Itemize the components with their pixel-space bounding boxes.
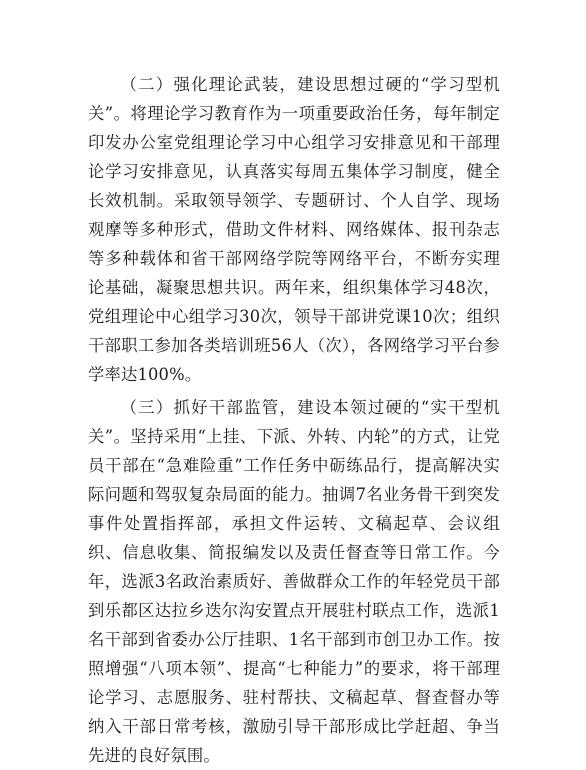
paragraph-theory-study: （二）强化理论武装，建设思想过硬的“学习型机关”。将理论学习教育作为一项重要政治任务，每年制定印发办公室党组理论学习中心组学习安排意见和干部理论学习安排意见，认真落实每周五集体学习制度，健全长效机制。采取领导领学、专题研讨、个人自学、现场观摩等多种形式，借助文件材料、网络媒体、报刊杂志等多种载体和省干部网络学院等网络平台，不断夯实理论基础，凝聚思想共识。两年来，组织集体学习48次，党组理论中心组学习30次，领导干部讲党课10次；组织干部职工参加各类培训班56人（次），各网络学习平台参学率达100%。 xyxy=(88,75,500,384)
document-page xyxy=(88,70,500,770)
paragraph-cadre-supervision: （三）抓好干部监管，建设本领过硬的“实干型机关”。坚持采用“上挂、下派、外转、内轮”的方式，让党员干部在“急难险重”工作任务中砺练品行，提高解决实际问题和驾驭复杂局面的能力。抽调7名业务骨干到突发事件处置指挥部，承担文件运转、文稿起草、会议组织、信息收集、简报编发以及责任督查等日常工作。今年，选派3名政治素质好、善做群众工作的年轻党员干部到乐都区达拉乡迭尔沟安置点开展驻村联点工作，选派1名干部到省委办公厅挂职、1名干部到市创卫办工作。按照增强“八项本领”、提高“七种能力”的要求，将干部理论学习、志愿服务、驻村帮扶、文稿起草、督查督办等纳入干部日常考核，激励引导干部形成比学赶超、争当先进的良好氛围。 xyxy=(88,398,500,765)
